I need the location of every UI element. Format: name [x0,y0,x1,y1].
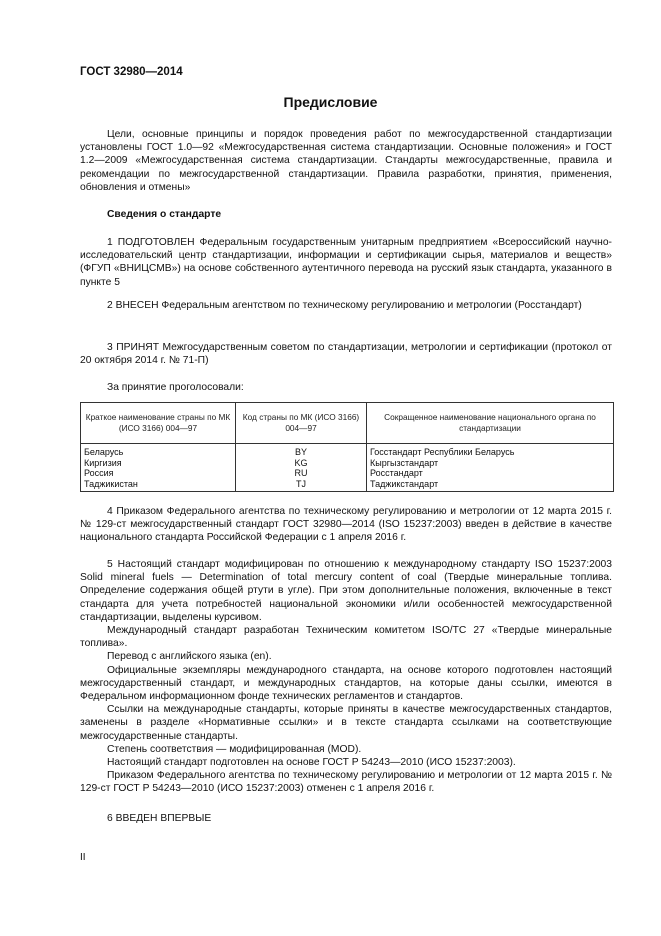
item-5-paragraph: Международный стандарт разработан Техническим комитетом ISO/TC 27 «Твердые минеральные топлива». [80,625,612,650]
item-1 [80,236,612,289]
country-name: Беларусь [81,444,236,458]
table-row [81,468,614,479]
table-header: Код страны по МК (ИСО 3166) 004—97 [236,403,367,444]
intro-paragraph [80,128,612,194]
item-1-text: 1 ПОДГОТОВЛЕН Федеральным государственным унитарным предприятием «Всероссийский научно-исследовательский центр стандартизации, информации и сертификации сырья, материалов и веществ» (ФГУП «ВНИЦСМВ») на основе собственного аутентичного перевода на русский язык стандарта, указанного в пункте 5 [80,237,612,288]
table-row [81,479,614,492]
item-5-paragraph: Ссылки на международные стандарты, которые приняты в качестве межгосударственных стандартов, заменены в разделе «Нормативные ссылки» и в тексте стандарта ссылками на соответствующие межгосударственные стандарты. [80,704,612,742]
country-code: RU [236,468,367,479]
subheading-block [80,208,612,221]
item-5-paragraph: Настоящий стандарт подготовлен на основе ГОСТ Р 54243—2010 (ИСО 15237:2003). [107,757,516,769]
intro-text: Цели, основные принципы и порядок проведения работ по межгосударственной стандартизации установлены ГОСТ 1.0—92 «Межгосударственная система стандартизации. Основные положения» и ГОСТ 1.2—2009 «Межгосударственная система стандартизации. Стандарты межгосударственные, правила и рекомендации по межгосударственной стандартизации. Правила разработки, принятия, применения, обновления и отмены» [80,129,612,193]
item-5-paragraph: Перевод с английского языка (en). [107,651,272,663]
table-header: Сокращенное наименование национального органа по стандартизации [367,403,614,444]
country-name: Киргизия [81,458,236,469]
document-header: ГОСТ 32980—2014 [80,66,183,78]
table-row [81,444,614,458]
voted-text: За принятие проголосовали: [107,382,244,393]
item-6 [80,812,612,825]
table-row [81,458,614,469]
item-5-paragraph: 5 Настоящий стандарт модифицирован по отношению к международному стандарту ISO 15237:2003 Solid mineral fuels — Determination of total mercury content of coal (Твердые минеральные топлива. Определение содержания общей ртути в угле). При этом дополнительные положения, включенные в текст стандарта для учета потребностей национальной экономики и/или особенностей межгосударственной стандартизации, выделены курсивом. [80,559,612,623]
item-2-text: 2 ВНЕСЕН Федеральным агентством по техническому регулированию и метрологии (Росстандарт) [107,300,582,311]
item-6-text: 6 ВВЕДЕН ВПЕРВЫЕ [107,813,212,824]
item-4 [80,505,612,545]
item-3-text: 3 ПРИНЯТ Межгосударственным советом по стандартизации, метрологии и сертификации (протокол от 20 октября 2014 г. № 71-П) [80,342,612,367]
table-header: Краткое наименование страны по МК (ИСО 3166) 004—97 [81,403,236,444]
standards-body: Таджикстандарт [367,479,614,492]
standards-body: Кыргызстандарт [367,458,614,469]
country-name: Таджикистан [81,479,236,492]
page-number: II [80,852,86,863]
voting-table [80,402,614,492]
standards-body: Госстандарт Республики Беларусь [367,444,614,458]
table-header-row [81,403,614,444]
item-5-paragraph: Степень соответствия — модифицированная (MOD). [107,743,362,755]
subheading: Сведения о стандарте [107,209,222,220]
country-code: TJ [236,479,367,492]
standards-body: Росстандарт [367,468,614,479]
item-4-text: 4 Приказом Федерального агентства по техническому регулированию и метрологии от 12 марта 2015 г. № 129-ст межгосударственный стандарт ГОСТ 32980—2014 (ISO 15237:2003) введен в действие в качестве национального стандарта Российской Федерации с 1 апреля 2016 г. [80,506,612,544]
country-code: BY [236,444,367,458]
item-5-paragraph: Приказом Федерального агентства по техническому регулированию и метрологии от 12 марта 2015 г. № 129-ст ГОСТ Р 54243—2010 (ИСО 15237:2003) отменен с 1 апреля 2016 г. [80,770,612,795]
voted-line [80,381,612,394]
item-3 [80,341,612,367]
country-name: Россия [81,468,236,479]
item-5-paragraph: Официальные экземпляры международного стандарта, на основе которого подготовлен настоящий межгосударственный стандарт, и международных стандартов, на которые даны ссылки, имеются в Федеральном информационном фонде технических регламентов и стандартов. [80,664,612,703]
item-5 [80,558,612,796]
page-title: Предисловие [283,94,378,110]
item-2 [80,299,612,312]
country-code: KG [236,458,367,469]
